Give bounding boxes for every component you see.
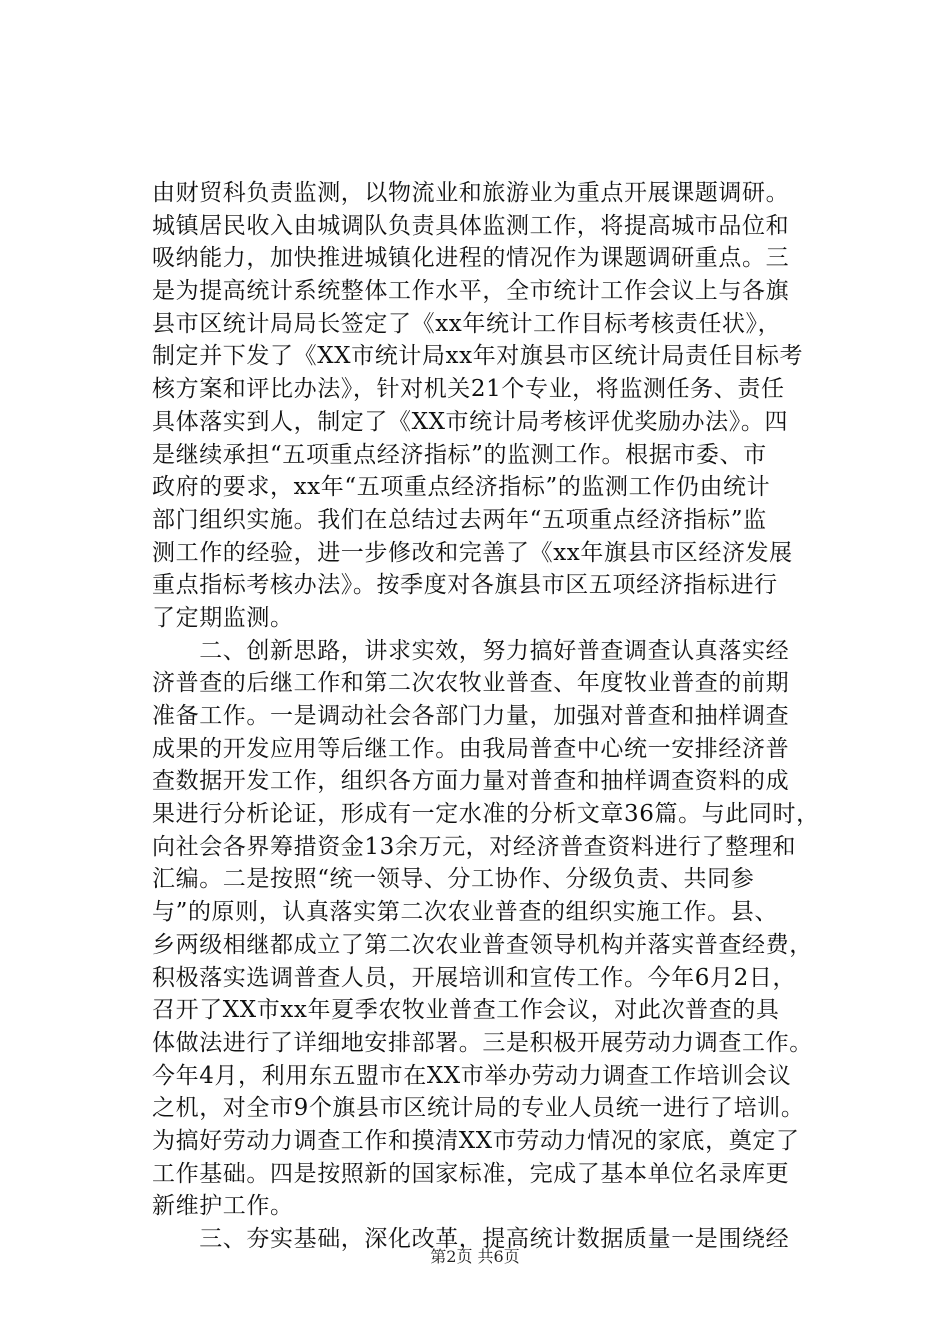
text-line: 为搞好劳动力调查工作和摸清XX市劳动力情况的家底，奠定了 [152, 1127, 800, 1154]
text-line: 重点指标考核办法》。按季度对各旗县市区五项经济指标进行 [152, 572, 778, 599]
text-line: 今年4月，利用东五盟市在XX市举办劳动力调查工作培训会议 [152, 1062, 792, 1089]
text-line: 与”的原则，认真落实第二次农业普查的组织实施工作。县、 [152, 899, 778, 926]
text-line: 了定期监测。 [152, 604, 294, 631]
text-line: 由财贸科负责监测，以物流业和旅游业为重点开展课题调研。 [152, 180, 790, 206]
text-line: 召开了XX市xx年夏季农牧业普查工作会议，对此次普查的具 [152, 997, 780, 1024]
page-number-footer: 第2页 共6页 [430, 1247, 520, 1266]
text-line: 之机，对全市9个旗县市区统计局的专业人员统一进行了培训。 [152, 1095, 805, 1122]
text-line: 城镇居民收入由城调队负责具体监测工作，将提高城市品位和 [152, 212, 790, 239]
text-line: 新维护工作。 [152, 1193, 294, 1220]
text-line: 是为提高统计系统整体工作水平，全市统计工作会议上与各旗 [152, 278, 790, 305]
text-line: 政府的要求，xx年“五项重点经济指标”的监测工作仍由统计 [152, 474, 771, 501]
text-line: 体做法进行了详细地安排部署。三是积极开展劳动力调查工作。 [152, 1029, 813, 1056]
text-line: 二、创新思路，讲求实效，努力搞好普查调查认真落实经 [152, 637, 790, 664]
text-line: 准备工作。一是调动社会各部门力量，加强对普查和抽样调查 [152, 703, 790, 729]
text-line: 工作基础。四是按照新的国家标准，完成了基本单位名录库更 [152, 1160, 790, 1187]
text-line: 向社会各界筹措资金13余万元，对经济普查资料进行了整理和 [152, 833, 797, 860]
text-line: 三、夯实基础，深化改革，提高统计数据质量一是围绕经 [152, 1226, 790, 1252]
text-line: 积极落实选调普查人员，开展培训和宣传工作。今年6月2日， [152, 964, 797, 991]
text-line: 测工作的经验，进一步修改和完善了《xx年旗县市区经济发展 [152, 539, 793, 566]
text-line: 果进行分析论证，形成有一定水准的分析文章36篇。与此同时， [152, 801, 820, 828]
text-line: 成果的开发应用等后继工作。由我局普查中心统一安排经济普 [152, 735, 790, 762]
document-body [152, 177, 852, 1256]
text-line: 济普查的后继工作和第二次农牧业普查、年度牧业普查的前期 [152, 670, 790, 697]
text-line: 核方案和评比办法》，针对机关21个专业，将监测任务、责任 [152, 376, 785, 403]
text-line: 吸纳能力，加快推进城镇化进程的情况作为课题调研重点。三 [152, 245, 790, 272]
text-line: 部门组织实施。我们在总结过去两年“五项重点经济指标”监 [152, 506, 767, 533]
text-line: 县市区统计局局长签定了《xx年统计工作目标考核责任状》， [152, 310, 782, 337]
text-line: 是继续承担“五项重点经济指标”的监测工作。根据市委、市 [152, 441, 767, 468]
text-line: 乡两级相继都成立了第二次农业普查领导机构并落实普查经费， [152, 931, 813, 958]
text-line: 汇编。二是按照“统一领导、分工协作、分级负责、共同参 [152, 866, 755, 893]
text-line: 查数据开发工作，组织各方面力量对普查和抽样调查资料的成 [152, 768, 790, 795]
text-line: 制定并下发了《XX市统计局xx年对旗县市区统计局责任目标考 [152, 343, 804, 370]
text-line: 具体落实到人，制定了《XX市统计局考核评优奖励办法》。四 [152, 408, 789, 435]
